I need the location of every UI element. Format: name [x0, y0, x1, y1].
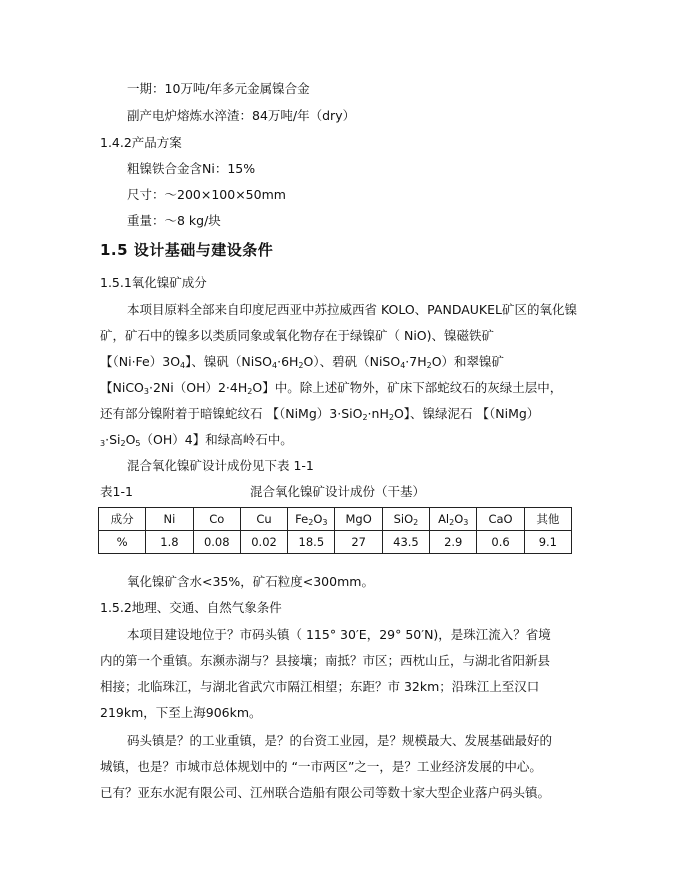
table-cell: 0.6	[477, 531, 524, 554]
paragraph-line: 内的第一个重镇。东濒赤湖与？县接壤；南抵？市区；西枕山丘，与湖北省阳新县	[100, 653, 551, 668]
section-heading: 1.5.1氧化镍矿成分	[100, 275, 207, 290]
paragraph-line: 码头镇是？的工业重镇，是？的台资工业园，是？规模最大、发展基础最好的	[127, 733, 553, 748]
table-row	[99, 531, 572, 554]
header-cell: MgO	[335, 508, 382, 531]
text-line: 副产电炉熔炼水淬渣：84万吨/年（dry）	[127, 108, 356, 123]
paragraph-line: 还有部分镍附着于暗镍蛇纹石 【$(NiMg)3\cdot SiO_2\cdot nH_2O$】、镍绿泥石 【（NiMg）	[100, 406, 540, 422]
table-cell: %	[99, 531, 146, 554]
paragraph-line: 城镇，也是？市城市总体规划中的 “一市两区”之一，是？工业经济发展的中心。	[100, 759, 542, 774]
header-cell: Co	[193, 508, 240, 531]
header-cell: Ni	[146, 508, 193, 531]
paragraph-line: 本项目原料全部来自印度尼西亚中苏拉威西省 KOLO、PANDAUKEL矿区的氧化镍	[127, 302, 577, 317]
text-line: 粗镍铁合金含Ni：15%	[127, 161, 256, 176]
header-cell: SiO$_2$	[382, 508, 429, 531]
table-cell: 43.5	[382, 531, 429, 554]
paragraph-line: 已有？亚东水泥有限公司、江州联合造船有限公司等数十家大型企业落户码头镇。	[100, 785, 551, 800]
text-line: 氧化镍矿含水<35%，矿石粒度<300mm。	[127, 574, 374, 589]
header-cell: Cu	[240, 508, 287, 531]
text-line: 混合氧化镍矿设计成份见下表 1-1	[127, 458, 314, 473]
chapter-heading: 1.5 设计基础与建设条件	[100, 241, 274, 259]
paragraph-line: 【$(Ni\cdot Fe)3O_4$】、镍矾$(NiSO_4\cdot 6H_2O)$、碧矾$(NiSO_4\cdot 7H_2O)$和翠镍矿	[100, 354, 505, 370]
paragraph-line: 相接；北临珠江，与湖北省武穴市隔江相望；东距？市 32km；沿珠江上至汉口	[100, 679, 540, 694]
paragraph-line: 矿，矿石中的镍多以类质同象或氧化物存在于绿镍矿（ NiO)、镍磁铁矿	[100, 328, 495, 343]
table-cell: 27	[335, 531, 382, 554]
paragraph-line: $_3\cdot Si_2O_5(OH)4$】和绿高岭石中。	[100, 432, 293, 448]
section-heading: 1.4.2产品方案	[100, 135, 182, 150]
table-cell: 9.1	[524, 531, 571, 554]
header-cell: $Al_2O_3$	[430, 508, 477, 531]
composition-table	[98, 507, 572, 554]
table-cell: 2.9	[430, 531, 477, 554]
header-cell: 成分	[99, 508, 146, 531]
table-label: 表1-1	[100, 484, 133, 499]
text-line: 一期：10万吨/年多元金属镍合金	[127, 81, 310, 96]
paragraph-line: 219km，下至上海906km。	[100, 705, 262, 720]
text-line: 重量：～8 kg/块	[127, 213, 221, 228]
paragraph-line: 本项目建设地位于？市码头镇（ 115° 30′E，29° 50′N)，是珠江流入？省境	[127, 627, 551, 642]
text-line: 尺寸：～200×100×50mm	[127, 187, 286, 202]
paragraph-line: 【$NiCO_3\cdot 2Ni(OH)2\cdot 4H_2O$】中。除上述矿物外，矿床下部蛇纹石的灰绿土层中，	[100, 380, 563, 396]
table-cell: 0.08	[193, 531, 240, 554]
table-header-row	[99, 508, 572, 531]
table-cell: 1.8	[146, 531, 193, 554]
table-cell: 0.02	[240, 531, 287, 554]
header-cell: $Fe_2O_3$	[288, 508, 335, 531]
table-title: 混合氧化镍矿设计成份（干基）	[250, 484, 426, 499]
header-cell: 其他	[524, 508, 571, 531]
section-heading: 1.5.2地理、交通、自然气象条件	[100, 600, 282, 615]
header-cell: CaO	[477, 508, 524, 531]
table-cell: 18.5	[288, 531, 335, 554]
